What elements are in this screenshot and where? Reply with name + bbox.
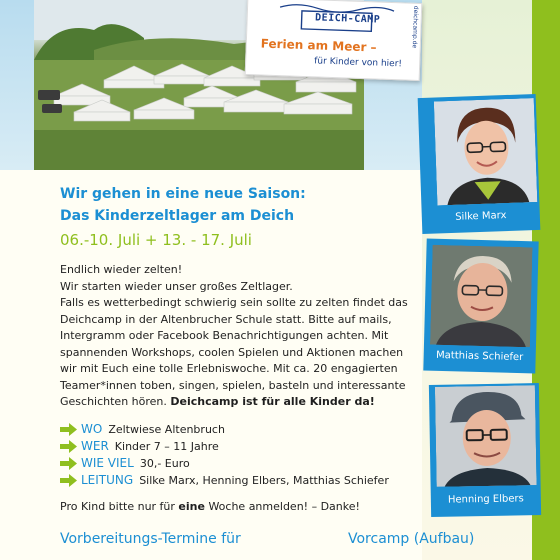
headline-zeltlager: Das Kinderzeltlager am Deich	[60, 208, 295, 224]
team-card-silke-marx	[418, 94, 541, 234]
logo-tagline: Ferien am Meer –	[260, 36, 377, 55]
arrow-right-icon	[60, 423, 77, 436]
precamp-heading: Vorcamp (Aufbau)	[348, 531, 475, 547]
logo-subtagline: für Kinder von hier!	[314, 56, 403, 70]
note-bold: eine	[178, 500, 205, 513]
intro-line-1: Endlich wieder zelten!	[60, 263, 183, 276]
logo-name: DEICH-CAMP	[314, 12, 381, 26]
fact-key: WO	[81, 422, 103, 436]
fact-value: Silke Marx, Henning Elbers, Matthias Schiefer	[139, 474, 389, 487]
note-after: Woche anmelden! – Danke!	[204, 500, 360, 513]
deichcamp-logo-card	[245, 0, 423, 81]
fact-price	[60, 455, 420, 472]
fact-value: 30,- Euro	[139, 457, 190, 470]
fact-value: Zeltwiese Altenbruch	[108, 423, 225, 436]
fact-key: LEITUNG	[81, 473, 134, 487]
headline-season: Wir gehen in eine neue Saison:	[60, 186, 306, 202]
fact-lead	[60, 472, 420, 489]
fact-where	[60, 421, 420, 438]
team-name-3: Henning Elbers	[447, 493, 524, 506]
portrait-man-cap-icon	[435, 385, 537, 487]
portrait-man-glasses-icon	[430, 245, 533, 348]
fact-key: WER	[81, 439, 109, 453]
prep-dates-heading: Vorbereitungs-Termine für	[60, 531, 241, 547]
intro-text	[60, 262, 412, 411]
team-name-2: Matthias Schiefer	[435, 349, 524, 364]
intro-highlight: Deichcamp ist für alle Kinder da!	[170, 395, 375, 408]
intro-line-2: Wir starten wieder unser großes Zeltlager.	[60, 279, 293, 293]
intro-paragraph	[60, 295, 412, 411]
portrait-woman-glasses-icon	[434, 98, 538, 205]
arrow-right-icon	[60, 457, 77, 470]
camp-dates: 06.-10. Juli + 13. - 17. Juli	[60, 231, 252, 249]
fact-key: WIE VIEL	[81, 456, 134, 470]
fact-who	[60, 438, 420, 455]
team-card-matthias-schiefer	[423, 239, 538, 374]
logo-side-text: deichcamp.de	[410, 5, 420, 49]
team-card-henning-elbers	[429, 383, 541, 517]
team-name-1: Silke Marx	[455, 210, 507, 223]
arrow-right-icon	[60, 474, 77, 487]
intro-paragraph-text: Falls es wetterbedingt schwierig sein sollte zu zelten findet das Deichcamp in der Altenbrucher Schule statt. Bitte auf mails, Intergramm oder Facebook Benachrichtigungen achten. Mit spannenden Workshops, coolen Spielen und Aktionen machen wir mit Euch eine tolle Erlebniswoche. Mit ca. 20 engagierten Teamer*innen toben, singen, spielen, basteln und interessante Geschichten hören.	[60, 296, 408, 408]
registration-note	[60, 500, 360, 513]
facts-list	[60, 421, 420, 489]
fact-value: Kinder 7 – 11 Jahre	[114, 440, 219, 453]
arrow-right-icon	[60, 440, 77, 453]
note-before: Pro Kind bitte nur für	[60, 500, 179, 513]
